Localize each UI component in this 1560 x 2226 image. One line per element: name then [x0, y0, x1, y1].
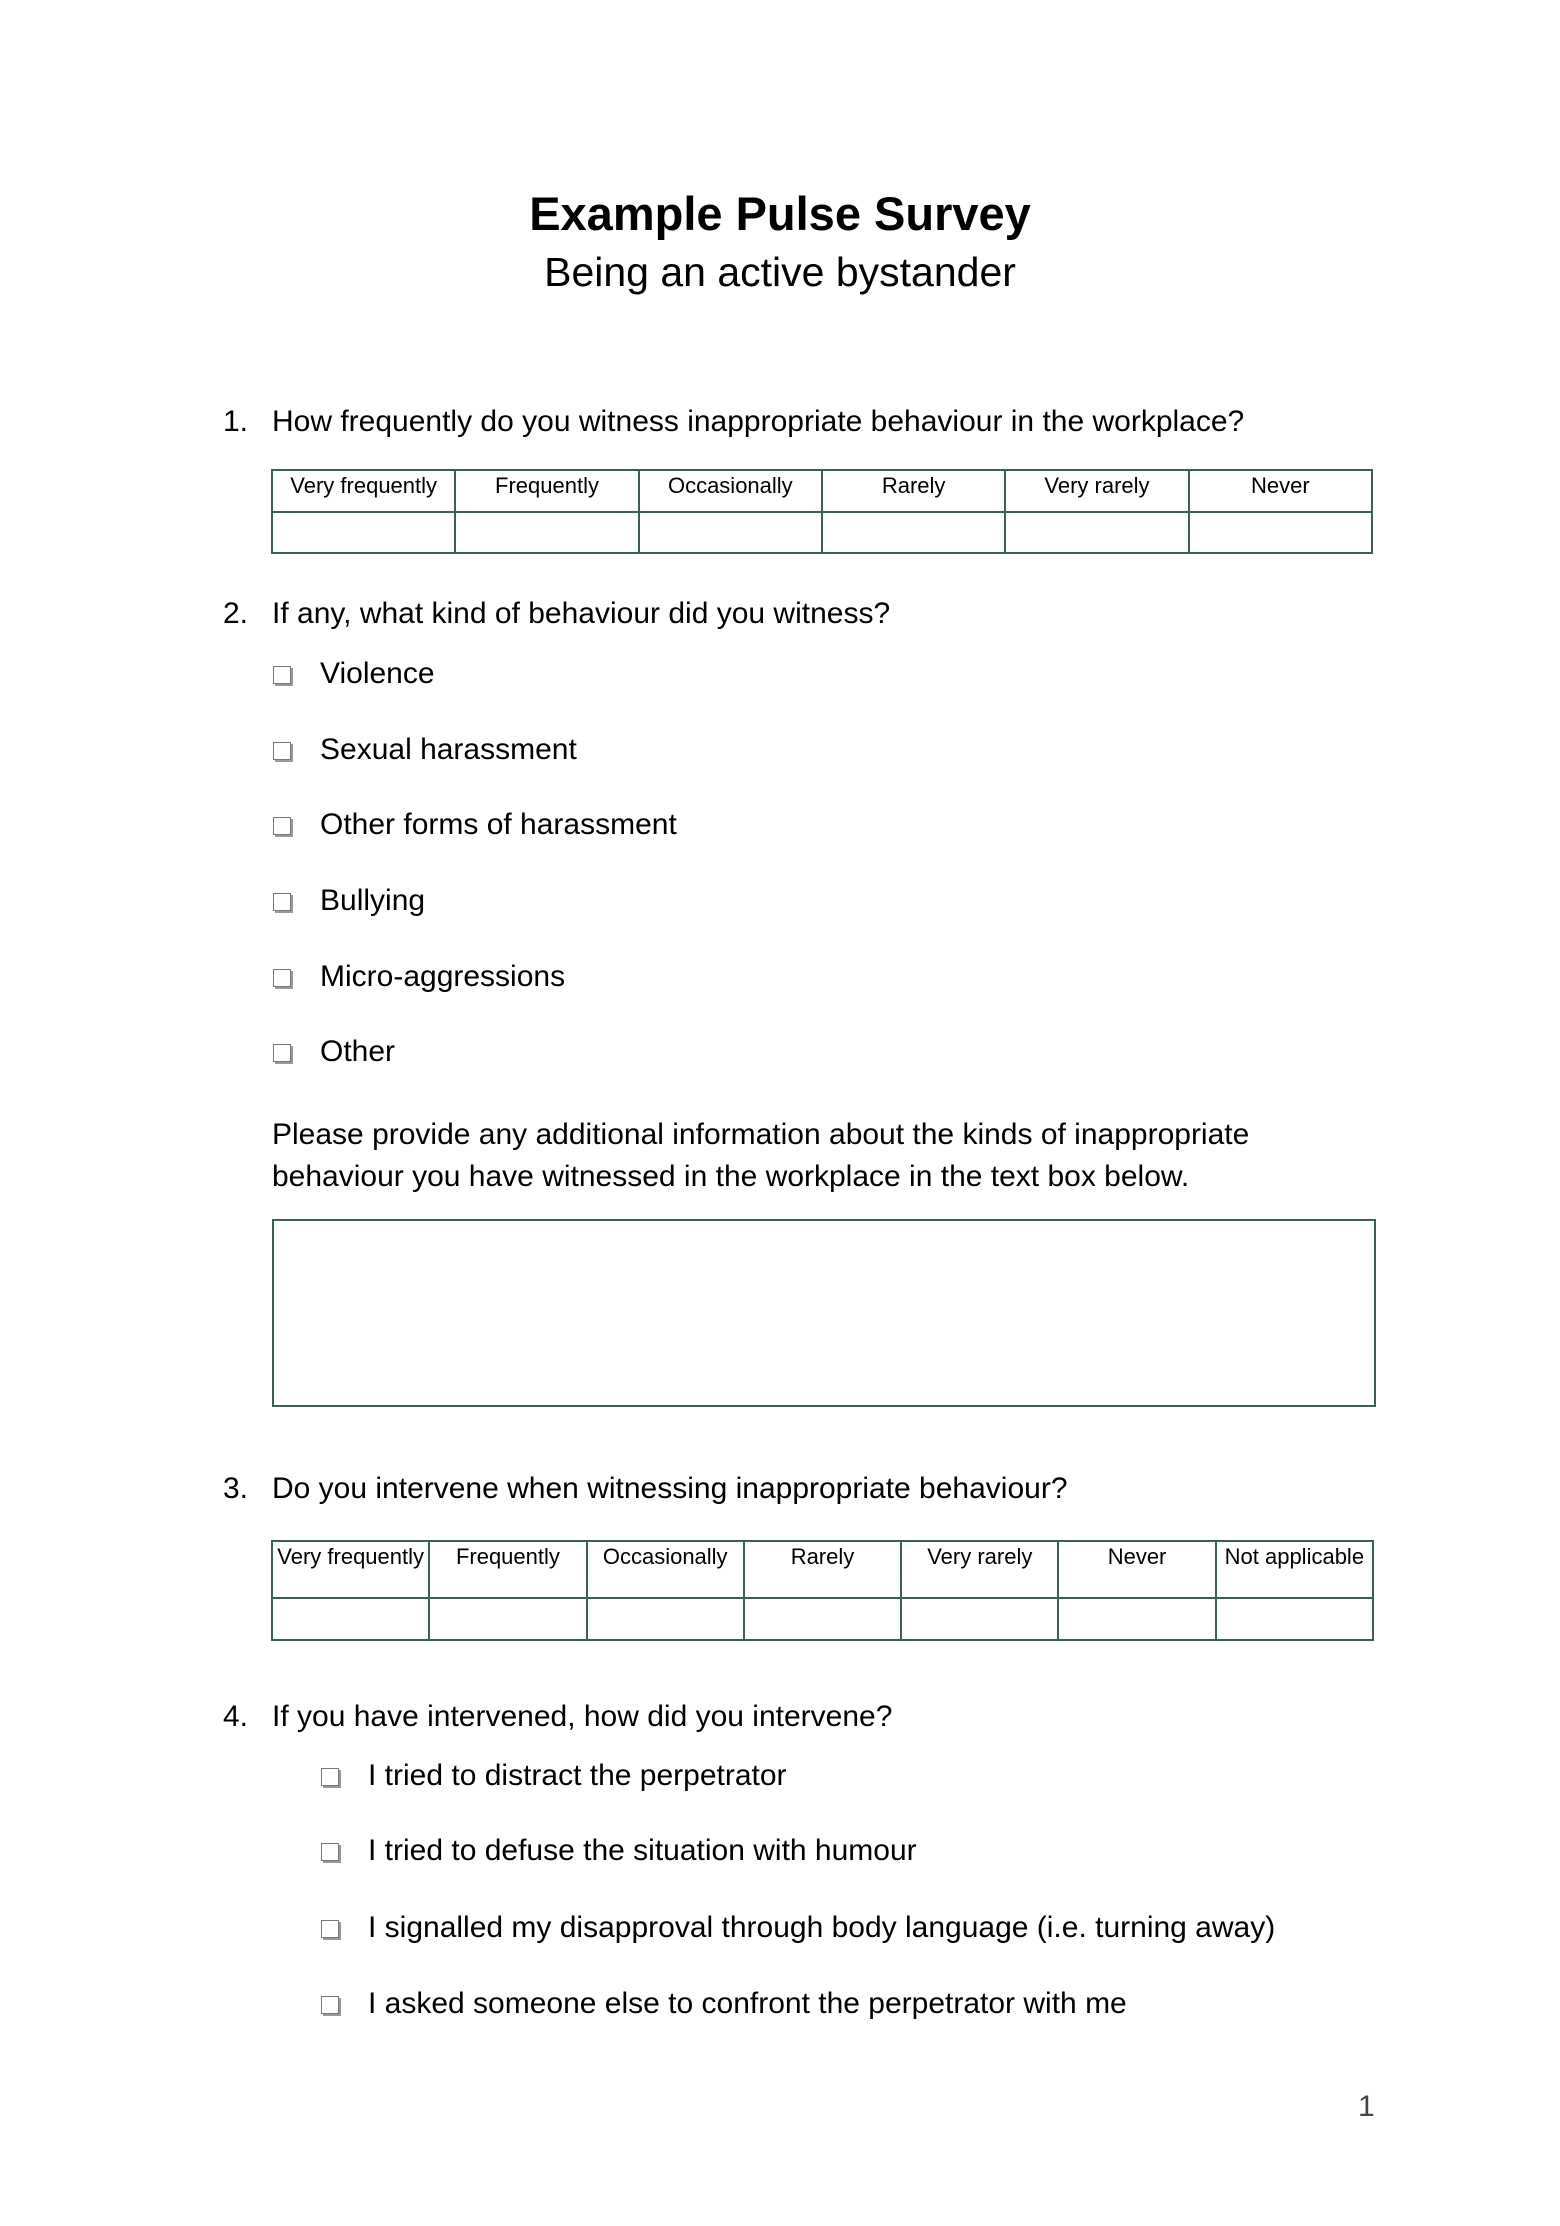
question-3-scale-table: [271, 1540, 1374, 1641]
scale-answer-cell[interactable]: [272, 1598, 429, 1640]
checkbox-icon[interactable]: [321, 1996, 339, 2014]
page-title: Example Pulse Survey: [529, 187, 1031, 240]
checkbox-label: Violence: [320, 657, 435, 690]
checkbox-label: Bullying: [320, 884, 426, 917]
scale-answer-cell[interactable]: [455, 512, 638, 553]
question-number: 1.: [223, 405, 249, 438]
scale-header: Rarely: [744, 1541, 901, 1598]
checkbox-icon[interactable]: [273, 893, 291, 911]
checkbox-label: I signalled my disapproval through body language (i.e. turning away): [368, 1911, 1276, 1944]
checkbox-icon[interactable]: [321, 1920, 339, 1938]
question-3-text: Do you intervene when witnessing inappropriate behaviour?: [272, 1472, 1068, 1505]
checkbox-label: Other forms of harassment: [320, 808, 677, 841]
scale-header: Very frequently: [272, 470, 455, 512]
scale-header: Not applicable: [1216, 1541, 1373, 1598]
checkbox-icon[interactable]: [273, 817, 291, 835]
additional-info-textbox[interactable]: [272, 1219, 1376, 1407]
scale-header: Never: [1189, 470, 1372, 512]
question-number: 4.: [223, 1700, 249, 1733]
checkbox-label: Other: [320, 1035, 396, 1068]
question-number: 3.: [223, 1472, 249, 1505]
checkbox-icon[interactable]: [321, 1768, 339, 1786]
scale-answer-cell[interactable]: [272, 512, 455, 553]
scale-header: Very rarely: [1005, 470, 1188, 512]
scale-header: Very frequently: [272, 1541, 429, 1598]
scale-header: Occasionally: [639, 470, 822, 512]
checkbox-icon[interactable]: [321, 1843, 339, 1861]
checkbox-icon[interactable]: [273, 666, 291, 684]
checkbox-label: I tried to defuse the situation with humour: [368, 1834, 917, 1867]
scale-header: Occasionally: [587, 1541, 744, 1598]
scale-answer-cell[interactable]: [1189, 512, 1372, 553]
checkbox-icon[interactable]: [273, 969, 291, 987]
question-1-text: How frequently do you witness inappropriate behaviour in the workplace?: [272, 405, 1245, 438]
scale-answer-cell[interactable]: [587, 1598, 744, 1640]
scale-answer-cell[interactable]: [639, 512, 822, 553]
question-4-text: If you have intervened, how did you intervene?: [272, 1700, 893, 1733]
scale-header: Rarely: [822, 470, 1005, 512]
checkbox-label: I tried to distract the perpetrator: [368, 1759, 787, 1792]
scale-answer-cell[interactable]: [744, 1598, 901, 1640]
page-subtitle: Being an active bystander: [544, 249, 1016, 295]
checkbox-icon[interactable]: [273, 742, 291, 760]
scale-answer-cell[interactable]: [822, 512, 1005, 553]
scale-answer-cell[interactable]: [1005, 512, 1188, 553]
page-number: 1: [1358, 2090, 1375, 2123]
scale-header: Frequently: [455, 470, 638, 512]
scale-answer-cell[interactable]: [1058, 1598, 1215, 1640]
scale-answer-cell[interactable]: [429, 1598, 586, 1640]
scale-header: Frequently: [429, 1541, 586, 1598]
question-1-scale-table: [271, 469, 1373, 554]
checkbox-label: I asked someone else to confront the perpetrator with me: [368, 1987, 1127, 2020]
additional-info-instructions: Please provide any additional information about the kinds of inappropriate behaviour you have witnessed in the workplace in the text box below.: [272, 1118, 1250, 1193]
scale-header: Never: [1058, 1541, 1215, 1598]
checkbox-icon[interactable]: [273, 1044, 291, 1062]
checkbox-label: Micro-aggressions: [320, 960, 566, 993]
question-number: 2.: [223, 597, 249, 630]
scale-answer-cell[interactable]: [901, 1598, 1058, 1640]
scale-answer-cell[interactable]: [1216, 1598, 1373, 1640]
question-2-text: If any, what kind of behaviour did you witness?: [272, 597, 891, 630]
checkbox-label: Sexual harassment: [320, 733, 577, 766]
scale-header: Very rarely: [901, 1541, 1058, 1598]
